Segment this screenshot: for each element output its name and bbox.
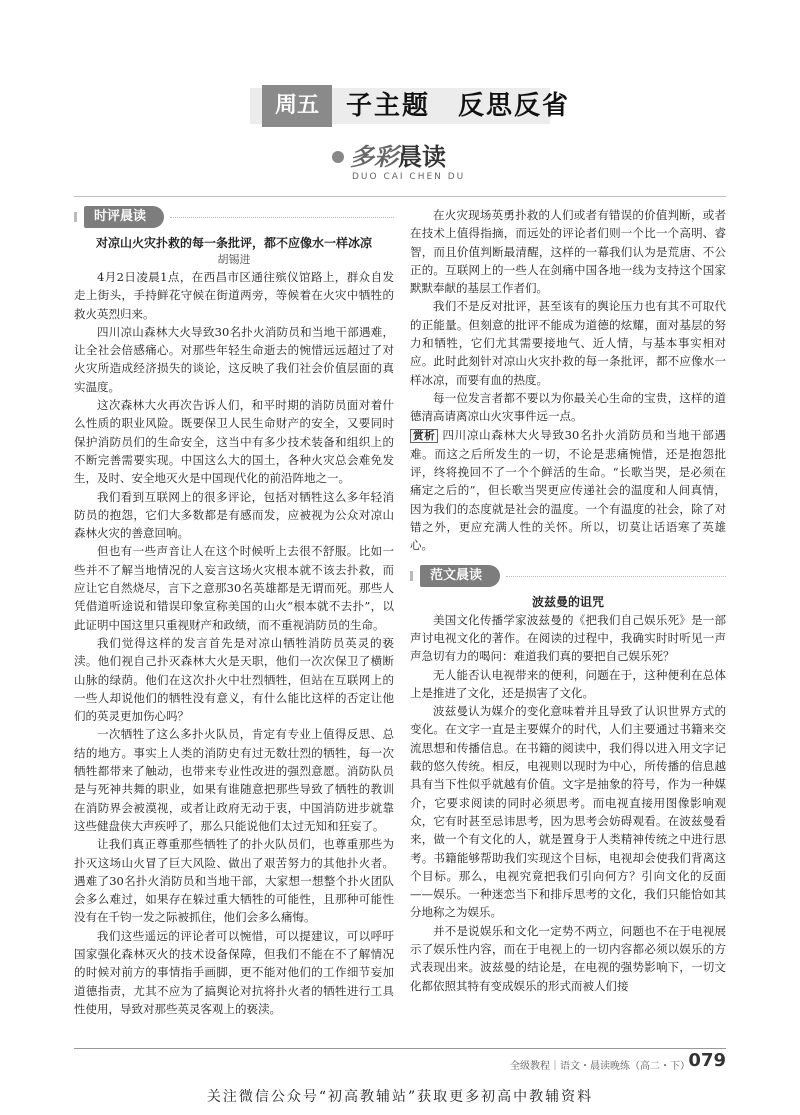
section-tag: 范文晨读 (420, 565, 500, 587)
left-column (74, 206, 394, 1018)
paragraph: 无人能否认电视带来的便利，问题在于，这种便利在总体上是推进了文化，还是损害了文化。 (410, 667, 726, 700)
logo-part-2: 晨读 (398, 143, 446, 171)
paragraph: 4月2日凌晨1点，在西昌市区通往殡仪馆路上，群众自发走上街头，手持鲜花守候在街道两旁，等候着在火灾中牺牲的救火英烈归来。 (74, 270, 394, 321)
appreciation-text: 四川凉山森林大火导致30名扑火消防员和当地干部遇难。而这之后所发生的一切，不论是悲痛惋惜，还是抱怨批评，终将挽回不了一个个鲜活的生命。“长歌当哭，是必须在痛定之后的”，但长歌当哭更应传递社会的温度和人间真情，因为我们的态度就是社会的温度。一个有温度的社会，除了对错之外，更应充满人性的关怀。所以，切莫让话语寒了英雄心。 (410, 427, 726, 553)
footer-series: 全级教程｜语文・晨读晚练（高二・下） (510, 1061, 690, 1072)
paragraph: 波兹曼认为媒介的变化意味着并且导致了认识世界方式的变化。在文字一直是主要媒介的时代，人们主要通过书籍来交流思想和传播信息。在书籍的阅读中，我们得以进入用文字记载的悠久传统。相反，电视则以现时为中心，所传播的信息越具有当下性似乎就越有价值。文字是抽象的符号，作为一种媒介，它要求阅读的同时必须思考。而电视直接用图像影响观众，它有时甚至忌讳思考，因为思考会妨碍观看。在波兹曼看来，做一个有文化的人，就是置身于人类精神传统之中进行思考。书籍能够帮助我们实现这个目标，电视却会使我们背离这个目标。那么，电视究竟把我们引向何方？引向文化的反面——娱乐。一种迷恋当下和排斥思考的文化，我们只能恰如其分地称之为娱乐。 (410, 704, 726, 920)
article-title: 对凉山火灾扑救的每一条批评，都不应像水一样冰凉 (95, 236, 372, 250)
page-title: 子主题 反思反省 (346, 91, 571, 121)
top-divider (74, 196, 726, 197)
section-tag: 时评晨读 (84, 206, 164, 228)
paragraph: 这次森林大火再次告诉人们，和平时期的消防员面对着什么性质的职业风险。既要保卫人民生命财产的安全，又要同时保护消防员们的生命安全，这当中有多少技术装备和组织上的不断完善需要实现。中国这么大的国土，各种火灾总会难免发生，及时、安全地灭火是中国现代化的前沿阵地之一。 (74, 398, 394, 486)
section-label-model-essay (410, 565, 726, 587)
paragraph: 我们觉得这样的发言首先是对凉山牺牲消防员英灵的亵渎。他们视自己扑灭森林大火是天职，他们一次次保卫了横断山脉的绿荫。他们在这次扑火中壮烈牺牲，但站在互联网上的一些人却说他们的牺牲没有意义，有什么能比这样的否定让他们的英灵更加伤心吗？ (74, 635, 394, 724)
paragraph: 四川凉山森林大火导致30名扑火消防员和当地干部遇难，让全社会倍感痛心。对那些年轻生命逝去的惋惜远远超过了对火灾所造成经济损失的谈论，这反映了我们社会价值层面的真实温度。 (74, 324, 394, 394)
paragraph: 我们这些遥远的评论者可以惋惜，可以提建议，可以呼吁国家强化森林灭火的技术设备保障，但我们不能在不了解情况的时候对前方的事情指手画脚，更不能对他们的工作细节妄加道德指责，尤其不应为了搞舆论对抗将扑火者的牺牲进行工具性使用，导致对那些英灵客观上的亵渎。 (74, 928, 394, 1016)
logo-dot-icon (332, 151, 344, 163)
label-dotted-line (506, 576, 726, 577)
essay-title: 波兹曼的诅咒 (531, 594, 604, 609)
column-logo (330, 142, 480, 188)
page-header (0, 82, 800, 130)
day-label: 周五 (262, 85, 332, 127)
paragraph: 让我们真正尊重那些牺牲了的扑火队员们，也尊重那些为扑灭这场山火冒了巨大风险、做出了艰苦努力的其他扑火者。遇难了30名扑火消防员和当地干部，大家想一想整个扑火团队会多么难过，如果存在躲过重大牺牲的可能性，且那种可能性没有在千钧一发之际被抓住，他们会多么痛悔。 (74, 837, 394, 925)
paragraph: 每一位发言者都不要以为你最关心生命的宝贵，这样的道德清高请离凉山火灾事件远一点。 (410, 390, 726, 424)
footer-divider (74, 1048, 726, 1049)
paragraph: 美国文化传播学家波兹曼的《把我们自己娱乐死》是一部声讨电视文化的著作。在阅读的过程中，我确实时时听见一声声急切有力的喝问：难道我们真的要把自己娱乐死？ (410, 612, 726, 664)
label-dotted-line (170, 217, 394, 218)
article-author: 胡锡进 (217, 253, 251, 266)
appreciation-tag: 赏析 (410, 429, 438, 443)
bottom-watermark-note: 关注微信公众号“初高教辅站”获取更多初高中教辅资料 (206, 1089, 594, 1105)
paragraph: 我们不是反对批评，甚至该有的舆论压力也有其不可取代的正能量。但刻意的批评不能成为道德的炫耀，面对基层的努力和牺牲，它们尤其需要接地气、近人情，与基本事实相对应。此时此刻针对凉山火灾扑救的每一条批评，都不应像水一样冰凉，而要有血的热度。 (410, 299, 726, 387)
paragraph: 在火灾现场英勇扑救的人们或者有错误的价值判断，或者在技术上值得指摘，而远处的评论者们则一个比一个高明、睿智，而且价值判断最清醒，这样的一幕我们认为是荒唐、不公正的。互联网上的一些人在剑痛中国各地一线为支持这个国家默默奉献的基层工作者们。 (410, 208, 726, 296)
logo-part-1: 多彩 (350, 143, 398, 171)
right-column (410, 206, 726, 995)
section-label-commentary (74, 206, 394, 228)
paragraph: 并不是说娱乐和文化一定势不两立，问题也不在于电视展示了娱乐性内容，而在于电视上的一切内容都必须以娱乐的方式表现出来。波兹曼的结论是，在电视的强势影响下，一切文化都依照其特有变成娱乐的形式而被人们接 (410, 923, 726, 993)
paragraph: 但也有一些声音让人在这个时候听上去很不舒服。比如一些并不了解当地情况的人妄言这场火灾根本就不该去扑救，而应让它自然烧尽，言下之意那30名英雄都是无谓而死。那些人凭借道听途说和错误印象宣称美国的山火“根本就不去扑”，以此证明中国这里只重视财产和政绩，而不重视消防员的生命。 (74, 544, 394, 632)
appreciation-note (410, 426, 726, 555)
logo-text (350, 142, 446, 172)
logo-subtitle: DUO CAI CHEN DU (352, 172, 466, 182)
paragraph: 我们看到互联网上的很多评论，包括对牺牲这么多年轻消防员的抱怨，它们大多数都是有感而发，应被视为公众对凉山森林火灾的善意回响。 (74, 489, 394, 541)
paragraph: 一次牺牲了这么多扑火队员，肯定有专业上值得反思、总结的地方。事实上人类的消防史有过无数壮烈的牺牲，每一次牺牲都带来了触动，也带来专业性改进的强烈意愿。消防队员是与死神共舞的职业，如果有谁随意把那些导致了牺牲的教训在消防界会被漠视，或者让政府无动于衷，中国消防进步就靠这些健盘侠大声疾呼了，那么只能说他们太过无知和狂妄了。 (74, 727, 394, 833)
page-number: 079 (688, 1050, 726, 1071)
